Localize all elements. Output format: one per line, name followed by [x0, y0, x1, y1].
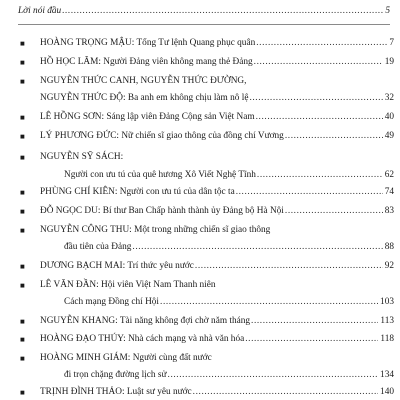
- entry-title: NGUYỄN KHANG: Tài năng không đợi chờ năm tháng: [40, 316, 251, 326]
- bullet-icon: ■: [20, 317, 25, 326]
- entry-title: ĐỖ NGỌC DU: Bí thư Ban Chấp hành thành ủy Đảng bộ Hà Nội: [40, 206, 284, 216]
- entry-page-number: 62: [384, 170, 394, 180]
- entry-title: HOÀNG ĐẠO THÚY: Nhà cách mạng và nhà văn hóa: [40, 334, 245, 344]
- entry-title: PHÙNG CHÍ KIÊN: Người con ưu tú của dân tộc ta: [40, 187, 235, 197]
- dot-leader: [257, 170, 383, 181]
- bullet-icon: ■: [20, 39, 25, 48]
- toc-entry[interactable]: [64, 242, 394, 253]
- toc-entry[interactable]: [40, 131, 394, 142]
- dot-leader: [168, 370, 379, 381]
- entry-title-line1[interactable]: NGUYỄN CÔNG THU: Một trong những chiến sĩ giao thông: [40, 225, 271, 235]
- toc-entry[interactable]: [40, 112, 394, 123]
- dot-leader: [245, 334, 378, 345]
- entry-title-line1[interactable]: LÊ VĂN ĐẦN: Hội viên Việt Nam Thanh niên: [40, 280, 216, 290]
- toc-entry[interactable]: [40, 316, 394, 327]
- toc-entry[interactable]: [40, 387, 394, 398]
- entry-title: HOÀNG TRỌNG MẬU: Tổng Tư lệnh Quang phục quân: [40, 38, 256, 48]
- dot-leader: [132, 242, 382, 253]
- entry-title-line2: Người con ưu tú của quê hương Xô Viết Nghệ Tĩnh: [64, 170, 256, 180]
- entry-page-number: 74: [384, 187, 394, 197]
- entry-title: LÝ PHƯƠNG ĐỨC: Nữ chiến sĩ giao thông của đồng chí Vương: [40, 131, 284, 141]
- dot-leader: [236, 187, 383, 198]
- preface-title: Lời nói đầu: [18, 6, 62, 16]
- dot-leader: [254, 57, 383, 68]
- entry-title-line2: NGUYỄN THỨC ĐỘ: Ba anh em không chịu làm nô lệ: [40, 93, 249, 103]
- entry-title-line1[interactable]: NGUYỄN THỨC CANH, NGUYỄN THỨC ĐƯỜNG,: [40, 76, 247, 86]
- bullet-icon: ■: [20, 262, 25, 271]
- dot-leader: [285, 206, 383, 217]
- entry-page-number: 103: [380, 297, 394, 307]
- bullet-icon: ■: [20, 354, 25, 363]
- preface-divider: [18, 24, 390, 25]
- entry-page-number: 118: [380, 334, 394, 344]
- dot-leader: [251, 316, 378, 327]
- entry-page-number: 49: [384, 131, 394, 141]
- toc-entry[interactable]: [64, 170, 394, 181]
- entry-page-number: 83: [384, 206, 394, 216]
- bullet-icon: ■: [20, 132, 25, 141]
- entry-page-number: 7: [389, 38, 394, 48]
- toc-entry[interactable]: [40, 206, 394, 217]
- dot-leader: [249, 93, 382, 104]
- entry-title-line2: Cách mạng Đồng chí Hội: [64, 297, 160, 307]
- toc-entry[interactable]: [40, 187, 394, 198]
- entry-title-line2: đi trọn chặng đường lịch sử: [64, 370, 167, 380]
- dot-leader: [256, 38, 387, 49]
- bullet-icon: ■: [20, 77, 25, 86]
- entry-title-line2: đầu tiên của Đảng: [64, 242, 132, 252]
- dot-leader: [62, 6, 383, 17]
- dot-leader: [285, 131, 383, 142]
- entry-title-line1[interactable]: HOÀNG MINH GIÁM: Người cùng đất nước: [40, 353, 212, 363]
- entry-title: DƯƠNG BẠCH MAI: Trí thức yêu nước: [40, 261, 194, 271]
- bullet-icon: ■: [20, 153, 25, 162]
- toc-entry[interactable]: [40, 334, 394, 345]
- bullet-icon: ■: [20, 388, 25, 397]
- preface-entry[interactable]: [18, 6, 390, 17]
- entry-page-number: 40: [384, 112, 394, 122]
- dot-leader: [256, 112, 383, 123]
- dot-leader: [195, 261, 383, 272]
- bullet-icon: ■: [20, 188, 25, 197]
- entry-page-number: 92: [384, 261, 394, 271]
- toc-entry[interactable]: [64, 297, 394, 308]
- bullet-icon: ■: [20, 58, 25, 67]
- bullet-icon: ■: [20, 113, 25, 122]
- toc-entry[interactable]: [40, 93, 394, 104]
- dot-leader: [160, 297, 378, 308]
- entry-page-number: 140: [380, 387, 394, 397]
- toc-entry[interactable]: [40, 57, 394, 68]
- dot-leader: [193, 387, 378, 398]
- entry-page-number: 19: [384, 57, 394, 67]
- toc-entry[interactable]: [40, 38, 394, 49]
- bullet-icon: ■: [20, 281, 25, 290]
- toc-entry[interactable]: [64, 370, 394, 381]
- entry-title: HỒ HỌC LÃM: Người Đảng viên không mang thẻ Đảng: [40, 57, 253, 67]
- entry-title: LÊ HỒNG SƠN: Sáng lập viên Đảng Cộng sản Việt Nam: [40, 112, 255, 122]
- preface-page-number: 5: [385, 6, 390, 16]
- entry-page-number: 32: [384, 93, 394, 103]
- entry-page-number: 113: [380, 316, 394, 326]
- bullet-icon: ■: [20, 226, 25, 235]
- bullet-icon: ■: [20, 207, 25, 216]
- entry-title-line1[interactable]: NGUYỄN SỸ SÁCH:: [40, 152, 124, 162]
- entry-title: TRỊNH ĐÌNH THẢO: Luật sư yêu nước: [40, 387, 192, 397]
- bullet-icon: ■: [20, 335, 25, 344]
- entry-page-number: 88: [384, 242, 394, 252]
- toc-entry[interactable]: [40, 261, 394, 272]
- entry-page-number: 134: [380, 370, 394, 380]
